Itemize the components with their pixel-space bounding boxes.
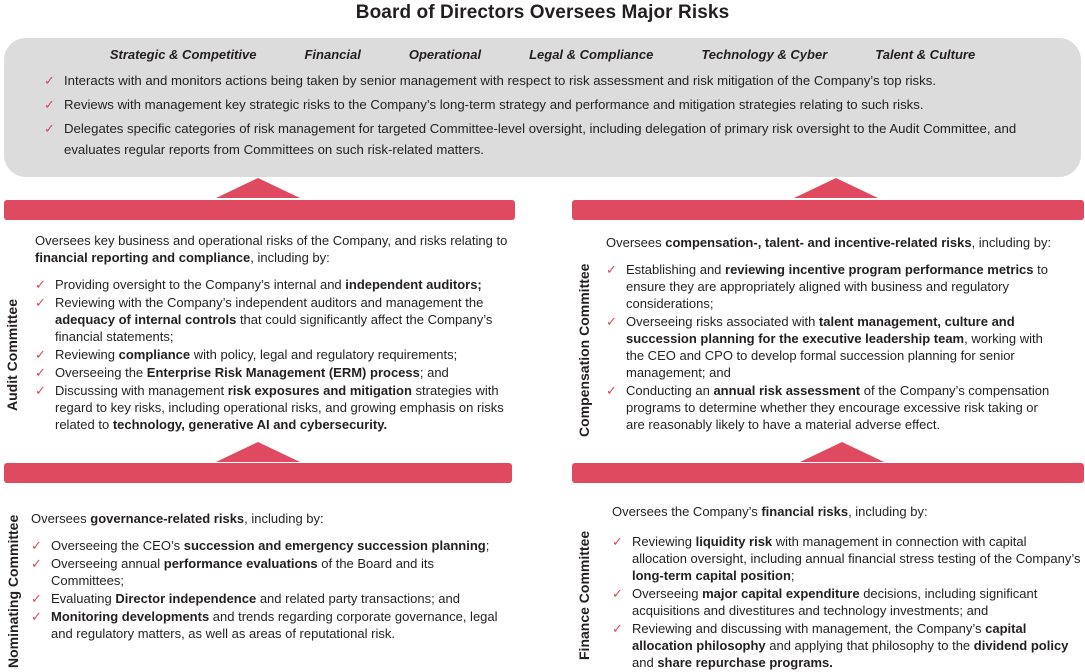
check-icon: ✓ — [31, 609, 42, 624]
text-segment: Overseeing the — [55, 365, 147, 380]
text-segment: and related party transactions; and — [256, 591, 460, 606]
check-icon: ✓ — [35, 383, 46, 398]
check-icon: ✓ — [612, 534, 623, 549]
text-segment: Reviewing and discussing with management, the Company’s — [632, 621, 986, 636]
text-segment: Reviewing — [55, 347, 119, 362]
text-segment: Establishing and — [626, 262, 726, 277]
committee-duties — [606, 261, 1056, 433]
committee-duty — [606, 313, 1056, 381]
text-segment: and — [632, 655, 658, 670]
nominating-committee-bar — [4, 463, 512, 483]
text-segment: ; — [790, 568, 795, 583]
risk-category: Legal & Compliance — [529, 47, 654, 62]
check-icon: ✓ — [35, 347, 46, 362]
committee-duty — [31, 608, 501, 642]
committee-duty — [35, 276, 513, 293]
compensation-committee-bar — [572, 200, 1084, 220]
committee-duty — [35, 346, 513, 363]
emphasis-text: succession and emergency succession planning — [183, 538, 486, 553]
check-icon: ✓ — [606, 383, 617, 398]
text-segment: Oversees key business and operational risks of the Company, and risks relating to — [35, 233, 508, 248]
text-segment: , including by: — [250, 250, 330, 265]
emphasis-text: Director independence — [115, 591, 257, 606]
emphasis-text: performance evaluations — [163, 556, 318, 571]
emphasis-text: compensation-, talent- and incentive-related risks — [665, 235, 972, 250]
check-icon: ✓ — [31, 538, 42, 553]
connector-arrow-finance — [800, 442, 884, 462]
text-segment: of the Board and its Committees; — [51, 556, 434, 588]
check-icon: ✓ — [606, 262, 617, 277]
text-segment: , including by: — [848, 504, 928, 519]
emphasis-text: capital allocation philosophy — [632, 621, 1027, 653]
text-segment: strategies with regard to key risks, including operational risks, and growing emphasis on risks related to — [55, 383, 504, 432]
audit-committee-bar — [4, 200, 515, 220]
board-oversight-box — [4, 38, 1081, 177]
check-icon: ✓ — [35, 295, 46, 310]
check-icon: ✓ — [606, 314, 617, 329]
committee-duties — [35, 276, 513, 433]
emphasis-text: dividend policy — [973, 638, 1069, 653]
text-segment: , including by: — [971, 235, 1052, 250]
finance-committee-panel — [612, 503, 1082, 672]
board-responsibilities-list — [44, 70, 1064, 163]
text-segment: , working with the CEO and CPO to develop formal succession planning for senior management; and — [626, 331, 1043, 380]
committee-duty — [31, 537, 501, 554]
emphasis-text: governance-related risks — [90, 511, 245, 526]
committee-intro — [606, 234, 1056, 251]
risk-category: Financial — [304, 47, 361, 62]
emphasis-text: Enterprise Risk Management (ERM) process — [146, 365, 420, 380]
audit-committee-panel — [35, 232, 513, 434]
text-segment: Overseeing the CEO’s — [51, 538, 184, 553]
audit-committee-label: Audit Committee — [4, 299, 20, 411]
compensation-committee-panel — [606, 234, 1056, 434]
emphasis-text: risk exposures and mitigation — [227, 383, 412, 398]
emphasis-text: talent management, culture and succession planning for the executive leadership team — [626, 314, 1015, 346]
text-segment: Overseeing annual — [51, 556, 164, 571]
committee-duty — [612, 585, 1082, 619]
emphasis-text: independent auditors; — [345, 277, 482, 292]
committee-intro — [31, 510, 501, 527]
check-icon: ✓ — [44, 73, 55, 88]
check-icon: ✓ — [35, 365, 46, 380]
committee-duty — [606, 261, 1056, 312]
text-segment: Evaluating — [51, 591, 116, 606]
committee-intro — [35, 232, 513, 266]
emphasis-text: compliance — [118, 347, 191, 362]
text-segment: to ensure they are appropriately aligned with business and regulatory considerations; — [626, 262, 1048, 311]
text-segment: of the Company’s compensation programs to determine whether they encourage excessive risk taking or are reasonably likely to have a material adverse effect. — [626, 383, 1050, 432]
committee-duty — [31, 555, 501, 589]
text-segment: ; and — [419, 365, 449, 380]
committee-duty — [35, 364, 513, 381]
text-segment: Oversees — [606, 235, 666, 250]
connector-arrow-nominating — [216, 442, 300, 462]
committee-duty — [35, 382, 513, 433]
text-segment: , including by: — [244, 511, 324, 526]
board-responsibility: ✓ Interacts with and monitors actions being taken by senior management with respect to risk assessment and risk mitigation of the Company’s top risks. — [44, 70, 1064, 91]
emphasis-text: technology, generative AI and cybersecurity. — [112, 417, 388, 432]
risk-category: Operational — [408, 47, 482, 62]
committee-duty — [31, 590, 501, 607]
board-responsibility: ✓ Reviews with management key strategic risks to the Company’s long-term strategy and performance and mitigation strategies relating to such risks. — [44, 94, 1064, 115]
emphasis-text: adequacy of internal controls — [55, 312, 237, 327]
committee-duties — [612, 533, 1082, 671]
check-icon: ✓ — [35, 277, 46, 292]
committee-intro — [612, 503, 1082, 520]
text-segment: ; — [485, 538, 490, 553]
text-segment: Overseeing — [632, 586, 703, 601]
emphasis-text: Monitoring developments — [51, 609, 210, 624]
check-icon: ✓ — [612, 586, 623, 601]
connector-arrow-compensation — [794, 178, 878, 198]
emphasis-text: annual risk assessment — [713, 383, 861, 398]
check-icon: ✓ — [31, 556, 42, 571]
committee-duty — [612, 620, 1082, 671]
emphasis-text: major capital expenditure — [702, 586, 860, 601]
text-segment: Providing oversight to the Company’s internal and — [55, 277, 346, 292]
text-segment: Conducting an — [626, 383, 714, 398]
committee-duties — [31, 537, 501, 642]
text-segment: that could significantly affect the Company’s financial statements; — [55, 312, 493, 344]
board-responsibility: ✓ Delegates specific categories of risk management for targeted Committee-level oversight, including delegation of primary risk oversight to the Audit Committee, and evaluates regular reports from Committees on such risk-related matters. — [44, 118, 1064, 160]
connector-arrow-audit — [216, 178, 300, 198]
text-segment: Oversees the Company’s — [612, 504, 762, 519]
emphasis-text: financial reporting and compliance — [35, 250, 251, 265]
text-segment: Reviewing — [632, 534, 696, 549]
risk-categories — [4, 47, 1081, 62]
text-segment: Overseeing risks associated with — [626, 314, 819, 329]
finance-committee-bar — [572, 463, 1084, 483]
text-segment: with policy, legal and regulatory requirements; — [190, 347, 458, 362]
risk-category: Technology & Cyber — [701, 47, 828, 62]
nominating-committee-label: Nominating Committee — [5, 514, 21, 668]
check-icon: ✓ — [612, 621, 623, 636]
emphasis-text: financial risks — [761, 504, 849, 519]
committee-duty — [35, 294, 513, 345]
text-segment: and applying that philosophy to the — [765, 638, 974, 653]
page-title: Board of Directors Oversees Major Risks — [355, 2, 730, 23]
text-segment: Reviewing with the Company’s independent auditors and management the — [55, 295, 484, 310]
compensation-committee-label: Compensation Committee — [576, 263, 592, 437]
risk-category: Talent & Culture — [875, 47, 976, 62]
text-segment: Oversees — [31, 511, 91, 526]
finance-committee-label: Finance Committee — [576, 530, 592, 660]
nominating-committee-panel — [31, 510, 501, 643]
risk-category: Strategic & Competitive — [109, 47, 257, 62]
check-icon: ✓ — [31, 591, 42, 606]
emphasis-text: liquidity risk — [695, 534, 773, 549]
check-icon: ✓ — [44, 121, 55, 136]
committee-duty — [612, 533, 1082, 584]
emphasis-text: reviewing incentive program performance metrics — [725, 262, 1034, 277]
text-segment: with management in connection with capital allocation oversight, including annual financial stress testing of the Company’s — [632, 534, 1081, 566]
committee-duty — [606, 382, 1056, 433]
check-icon: ✓ — [44, 97, 55, 112]
text-segment: and trends regarding corporate governance, legal and regulatory matters, as well as areas of reputational risk. — [51, 609, 498, 641]
text-segment: Discussing with management — [55, 383, 228, 398]
emphasis-text: share repurchase programs. — [657, 655, 833, 670]
emphasis-text: long-term capital position — [632, 568, 791, 583]
text-segment: decisions, including significant acquisitions and divestitures and technology investments; and — [632, 586, 1038, 618]
